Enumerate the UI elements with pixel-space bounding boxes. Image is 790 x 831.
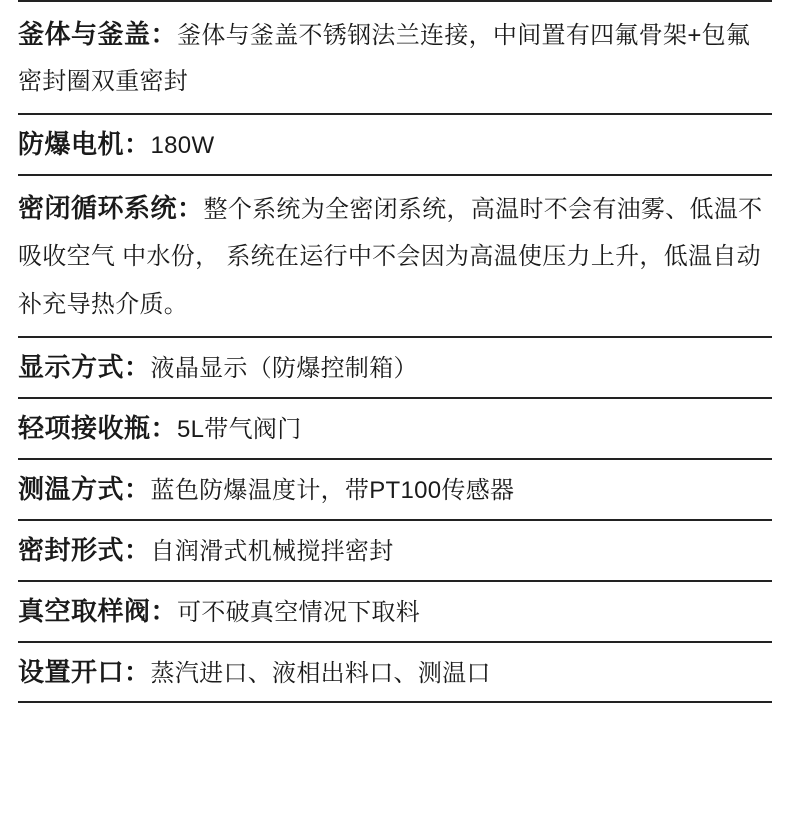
spec-value: 液晶显示（防爆控制箱） bbox=[150, 355, 418, 383]
spec-row-content bbox=[18, 529, 772, 572]
spec-row bbox=[18, 336, 772, 397]
spec-row-content bbox=[18, 346, 772, 389]
spec-label: 显示方式： bbox=[18, 352, 151, 383]
spec-row-content bbox=[18, 184, 772, 329]
spec-label: 釜体与釜盖： bbox=[18, 19, 178, 49]
spec-label: 轻项接收瓶： bbox=[18, 413, 178, 444]
spec-row bbox=[18, 641, 772, 704]
spec-row-content bbox=[18, 651, 772, 694]
spec-value: 釜体与釜盖不锈钢法兰连接，中间置有四氟骨架+包氟密封圈双重密封 bbox=[18, 22, 751, 96]
spec-row bbox=[18, 397, 772, 458]
spec-row bbox=[18, 0, 772, 113]
spec-label: 密封形式： bbox=[18, 534, 151, 565]
spec-value: 5L带气阀门 bbox=[177, 416, 302, 444]
spec-label: 防爆电机： bbox=[18, 128, 151, 159]
spec-value: 可不破真空情况下取料 bbox=[177, 598, 421, 626]
spec-row bbox=[18, 519, 772, 580]
spec-row-content bbox=[18, 10, 772, 105]
spec-value: 蒸汽进口、液相出料口、测温口 bbox=[150, 659, 491, 687]
spec-label: 设置开口： bbox=[18, 656, 151, 687]
spec-value: 整个系统为全密闭系统，高温时不会有油雾、低温不吸收空气 中水份， 系统在运行中不会因为高温使压力上升，低温自动补充导热介质。 bbox=[18, 195, 763, 318]
spec-value: 自润滑式机械搅拌密封 bbox=[150, 537, 394, 565]
spec-row bbox=[18, 174, 772, 337]
spec-value: 蓝色防爆温度计，带PT100传感器 bbox=[150, 476, 515, 504]
spec-row-content bbox=[18, 407, 772, 450]
spec-value: 180W bbox=[150, 131, 215, 159]
spec-row bbox=[18, 113, 772, 174]
spec-row-content bbox=[18, 590, 772, 633]
spec-label: 测温方式： bbox=[18, 473, 151, 504]
spec-row bbox=[18, 580, 772, 641]
spec-row bbox=[18, 458, 772, 519]
spec-row-content bbox=[18, 468, 772, 511]
spec-label: 真空取样阀： bbox=[18, 595, 178, 626]
spec-label: 密闭循环系统： bbox=[18, 192, 204, 223]
spec-row-content bbox=[18, 123, 772, 166]
